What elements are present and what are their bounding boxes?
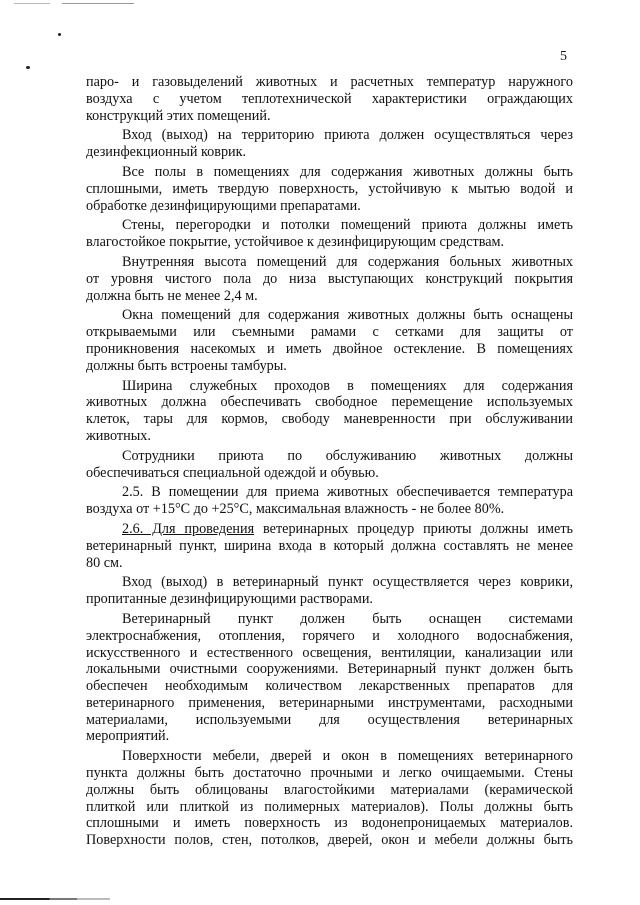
text-line: Поверхности полов, стен, потолков, дверей, окон и мебели должны быть (86, 832, 573, 849)
text-line: Ширина служебных проходов в помещениях для содержания (122, 377, 573, 394)
text-line: обеспечен необходимым количеством лекарственных препаратов для (86, 678, 573, 695)
text-line: открываемыми или съемными рамами с сетками для защиты от (86, 324, 573, 341)
text-line: материалами, используемыми для осуществления ветеринарных (86, 711, 573, 728)
text-line: Сотрудники приюта по обслуживанию животных должны (122, 447, 573, 464)
text-line: дезинфекционный коврик. (86, 144, 247, 161)
paragraph (86, 74, 573, 124)
document-body (86, 74, 573, 849)
text-line: локальными очистными сооружениями. Ветеринарный пункт должен быть (86, 661, 573, 678)
paragraph (86, 378, 573, 445)
page-number: 5 (560, 49, 567, 64)
text-line: Вход (выход) на территорию приюта должен осуществляться через (122, 127, 573, 144)
text-line: клеток, тары для кормов, свободу маневренности при обслуживании (86, 411, 573, 428)
text-line: Стены, перегородки и потолки помещений приюта должны иметь (122, 217, 573, 234)
text-line: обработке дезинфицирующими препаратами. (86, 197, 361, 214)
text-line: ветеринарный пункт, ширина входа в который должна составлять не менее (86, 537, 573, 554)
scan-speck (26, 66, 30, 69)
text-line: воздуха с учетом теплотехнической характеристики ограждающих (86, 90, 573, 107)
text-line: конструкций этих помещений. (86, 107, 271, 124)
text-line: животных должна обеспечивать свободное перемещение используемых (86, 394, 573, 411)
underlined-heading: 2.6. Для проведения (122, 520, 255, 537)
paragraph (86, 611, 573, 745)
scan-artifact-top (14, 3, 134, 4)
text-line: ветеринарного применения, ветеринарными инструментами, расходными (86, 694, 573, 711)
text-line: проникновения насекомых и иметь двойное остекление. В помещениях (86, 340, 573, 357)
text-line: сплошными и иметь поверхность из водонепроницаемых материалов. (86, 815, 573, 832)
text-fragment: ветеринарных процедур приюты должны иметь (254, 520, 573, 537)
text-line: обеспечиваться специальной одеждой и обувью. (86, 464, 379, 481)
text-line: Внутренняя высота помещений для содержания больных животных (122, 253, 573, 270)
text-line: сплошными, иметь твердую поверхность, устойчивую к мытью водой и (86, 180, 573, 197)
text-line: от уровня чистого пола до низа выступающих конструкций покрытия (86, 270, 573, 287)
text-line: паро- и газовыделений животных и расчетных температур наружного (86, 74, 573, 90)
text-line: должна быть не менее 2,4 м. (86, 287, 258, 304)
paragraph (86, 521, 573, 571)
text-line: воздуха от +15°C до +25°C, максимальная влажность - не более 80%. (86, 501, 505, 518)
paragraph (86, 307, 573, 374)
text-line: плиткой или плиткой из полимерных материалов). Полы должны быть (86, 798, 573, 815)
text-line: мероприятий. (86, 728, 170, 745)
text-line: Все полы в помещениях для содержания животных должны быть (122, 163, 573, 180)
paragraph (86, 748, 573, 849)
text-line: пропитанные дезинфицирующими растворами. (86, 591, 373, 608)
paragraph (86, 448, 573, 482)
text-line: Ветеринарный пункт должен быть оснащен системами (122, 610, 573, 627)
text-line: животных. (86, 427, 151, 444)
text-line: пункта должны быть достаточно прочными и легко очищаемыми. Стены (86, 765, 573, 782)
paragraph (86, 127, 573, 161)
paragraph (86, 217, 573, 251)
paragraph (86, 574, 573, 608)
text-line: Поверхности мебели, дверей и окон в помещениях ветеринарного (122, 748, 573, 765)
scan-artifact-bottom (0, 898, 110, 900)
text-line: электроснабжения, отопления, горячего и холодного водоснабжения, (86, 627, 573, 644)
text-line: Вход (выход) в ветеринарный пункт осуществляется через коврики, (122, 574, 573, 591)
paragraph (86, 484, 573, 518)
text-line (86, 521, 573, 538)
text-line: искусственного и естественного освещения, вентиляции, канализации или (86, 644, 573, 661)
text-line: влагостойкое покрытие, устойчивое к дезинфицирующим средствам. (86, 234, 505, 251)
text-line: должны быть встроены тамбуры. (86, 357, 287, 374)
scan-speck (58, 33, 61, 36)
paragraph (86, 164, 573, 214)
text-line: 2.5. В помещении для приема животных обеспечивается температура (122, 484, 573, 501)
text-line: Окна помещений для содержания животных должны быть оснащены (122, 307, 573, 324)
text-line: должны быть облицованы влагостойкими материалами (керамической (86, 781, 573, 798)
paragraph (86, 254, 573, 304)
text-line: 80 см. (86, 554, 123, 571)
